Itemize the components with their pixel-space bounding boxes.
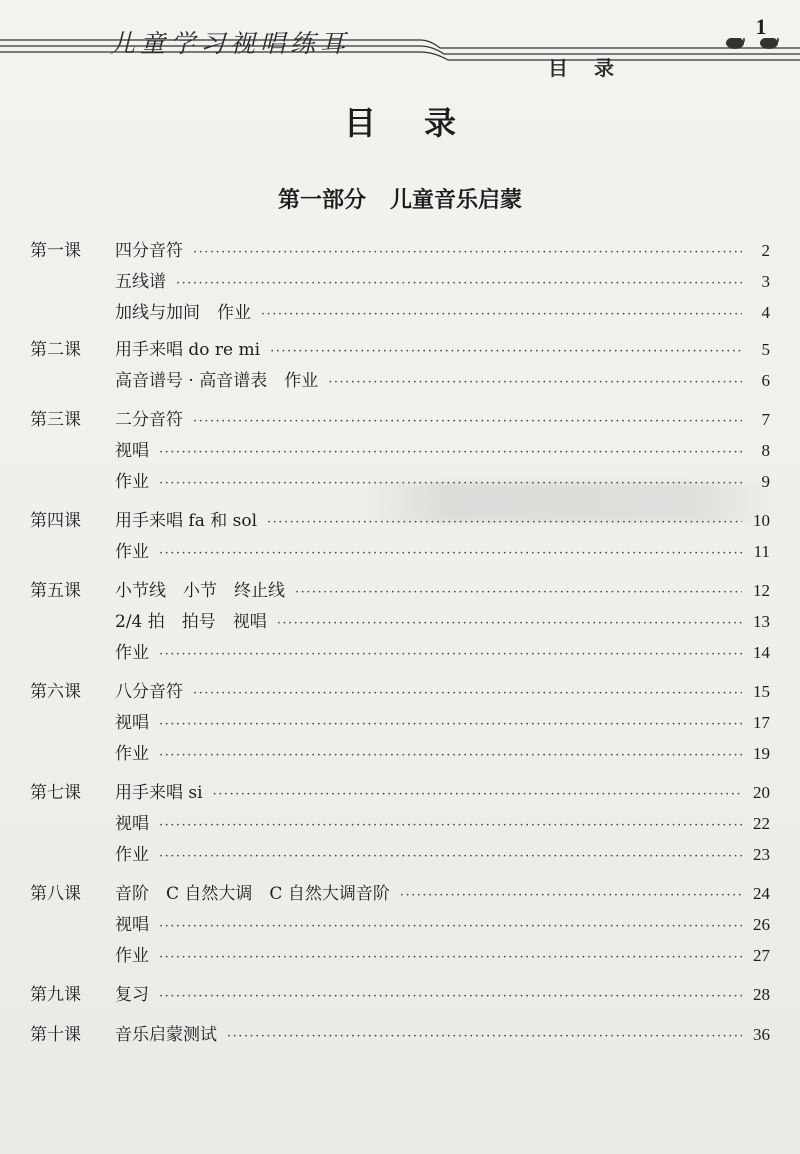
- toc-row: [0, 879, 800, 910]
- toc-row: [0, 677, 800, 708]
- dot-leader: [159, 748, 742, 763]
- dot-leader: [159, 647, 742, 662]
- toc-row: [0, 366, 800, 397]
- dot-leader: [267, 515, 742, 530]
- toc-row: [0, 840, 800, 871]
- entry-page-number: 23: [753, 845, 770, 864]
- toc-entry: [115, 607, 770, 632]
- entry-page-number: 24: [753, 884, 770, 903]
- entry-page-number: 27: [753, 946, 770, 965]
- toc-entry: [115, 910, 770, 935]
- entry-title: 作业: [115, 946, 149, 966]
- toc-row: [0, 1020, 800, 1051]
- dot-leader: [261, 307, 742, 322]
- toc-entry: [115, 809, 770, 834]
- page-title: 目录: [343, 104, 504, 142]
- entry-page-number: 8: [761, 441, 770, 460]
- entry-page-number: 15: [753, 682, 770, 701]
- dot-leader: [159, 476, 742, 491]
- entry-page-number: 28: [753, 985, 770, 1004]
- toc-row: [0, 708, 800, 739]
- entry-title: 2/4 拍 拍号 视唱: [115, 612, 267, 632]
- entry-title: 音阶 C 自然大调 C 自然大调音阶: [115, 884, 390, 904]
- entry-page-number: 36: [753, 1025, 770, 1044]
- toc-entry: [115, 537, 770, 562]
- dot-leader: [295, 585, 742, 600]
- toc-entry: [115, 840, 770, 865]
- entry-page-number: 6: [761, 371, 770, 390]
- dot-leader: [193, 414, 742, 429]
- toc-entry: [115, 267, 770, 292]
- dot-leader: [400, 888, 742, 903]
- toc-row: [0, 267, 800, 298]
- lesson-label: 第五课: [30, 581, 81, 601]
- entry-title: 四分音符: [115, 241, 183, 261]
- toc-entry: [115, 436, 770, 461]
- entry-title: 复习: [115, 985, 149, 1005]
- toc-entry: [115, 335, 770, 360]
- entry-title: 视唱: [115, 915, 149, 935]
- toc-row: [0, 436, 800, 467]
- toc-entry: [115, 1020, 770, 1045]
- entry-page-number: 13: [753, 612, 770, 631]
- entry-title: 作业: [115, 744, 149, 764]
- entry-page-number: 17: [753, 713, 770, 732]
- entry-title: 小节线 小节 终止线: [115, 581, 285, 601]
- toc-entry: [115, 677, 770, 702]
- lesson-label: 第一课: [30, 241, 81, 261]
- lesson-label: 第四课: [30, 511, 81, 531]
- part-title-prefix: 第一部分: [277, 188, 366, 213]
- toc-row: [0, 506, 800, 537]
- dot-leader: [328, 375, 742, 390]
- dot-leader: [159, 818, 742, 833]
- toc-lesson: [0, 236, 800, 329]
- toc-entry: [115, 576, 770, 601]
- toc-entry: [115, 941, 770, 966]
- toc-entry: [115, 879, 770, 904]
- toc-entry: [115, 638, 770, 663]
- entry-page-number: 10: [753, 511, 770, 530]
- toc-entry: [115, 236, 770, 261]
- entry-title: 用手来唱 fa 和 sol: [115, 511, 258, 531]
- entry-title: 作业: [115, 845, 149, 865]
- lesson-label: 第三课: [30, 410, 81, 430]
- running-book-title: 儿童学习视唱练耳: [110, 29, 351, 58]
- lesson-label: 第二课: [30, 340, 81, 360]
- toc-row: [0, 941, 800, 972]
- entry-page-number: 3: [761, 272, 770, 291]
- toc-row: [0, 335, 800, 366]
- toc-lesson: [0, 778, 800, 871]
- toc-row: [0, 980, 800, 1011]
- entry-title: 用手来唱 do re mi: [115, 340, 261, 360]
- toc-entry: [115, 506, 770, 531]
- entry-page-number: 22: [753, 814, 770, 833]
- dot-leader: [159, 717, 742, 732]
- toc-row: [0, 809, 800, 840]
- toc-lesson: [0, 879, 800, 972]
- lesson-label: 第八课: [30, 884, 81, 904]
- toc-lesson: [0, 576, 800, 669]
- toc-lesson: [0, 335, 800, 397]
- dot-leader: [193, 245, 742, 260]
- toc-lesson: [0, 506, 800, 568]
- toc-entry: [115, 980, 770, 1005]
- toc-row: [0, 405, 800, 436]
- dot-leader: [159, 445, 742, 460]
- toc-entry: [115, 366, 770, 391]
- entry-page-number: 4: [761, 303, 770, 322]
- toc-row: [0, 236, 800, 267]
- entry-title: 五线谱: [115, 272, 166, 292]
- toc-row: [0, 910, 800, 941]
- entry-title: 作业: [115, 542, 149, 562]
- lesson-label: 第九课: [30, 985, 81, 1005]
- entry-page-number: 2: [761, 241, 770, 260]
- dot-leader: [193, 686, 742, 701]
- dot-leader: [227, 1029, 742, 1044]
- lesson-label: 第六课: [30, 682, 81, 702]
- toc-entry: [115, 298, 770, 323]
- entry-title: 高音谱号 · 高音谱表 作业: [115, 371, 319, 391]
- toc-row: [0, 778, 800, 809]
- entry-page-number: 26: [753, 915, 770, 934]
- dot-leader: [159, 989, 742, 1004]
- toc-lesson: [0, 677, 800, 770]
- dot-leader: [159, 546, 742, 561]
- entry-title: 音乐启蒙测试: [115, 1025, 217, 1045]
- entry-title: 二分音符: [115, 410, 183, 430]
- entry-title: 用手来唱 si: [115, 783, 203, 803]
- running-section-title: 目录: [548, 56, 640, 80]
- entry-page-number: 19: [753, 744, 770, 763]
- entry-title: 作业: [115, 472, 149, 492]
- toc-row: [0, 537, 800, 568]
- toc-entry: [115, 405, 770, 430]
- entry-title: 作业: [115, 643, 149, 663]
- entry-page-number: 20: [753, 783, 770, 802]
- entry-page-number: 14: [753, 643, 770, 662]
- toc-row: [0, 739, 800, 770]
- dot-leader: [213, 787, 742, 802]
- toc-entry: [115, 708, 770, 733]
- toc-entry: [115, 739, 770, 764]
- toc-row: [0, 467, 800, 498]
- lesson-label: 第七课: [30, 783, 81, 803]
- toc-lesson: [0, 1020, 800, 1051]
- entry-page-number: 9: [761, 472, 770, 491]
- toc-entry: [115, 467, 770, 492]
- entry-title: 八分音符: [115, 682, 183, 702]
- dot-leader: [159, 849, 742, 864]
- dot-leader: [159, 919, 742, 934]
- entry-title: 加线与加间 作业: [115, 303, 251, 323]
- lesson-label: 第十课: [30, 1025, 81, 1045]
- toc-lesson: [0, 405, 800, 498]
- page-number: 1: [755, 14, 767, 39]
- toc-lesson: [0, 980, 800, 1011]
- toc-row: [0, 576, 800, 607]
- entry-page-number: 7: [761, 410, 770, 429]
- entry-title: 视唱: [115, 441, 149, 461]
- toc-row: [0, 298, 800, 329]
- toc-row: [0, 638, 800, 669]
- dot-leader: [159, 950, 742, 965]
- part-title-name: 儿童音乐启蒙: [390, 188, 523, 213]
- entry-title: 视唱: [115, 713, 149, 733]
- dot-leader: [270, 344, 742, 359]
- entry-page-number: 12: [753, 581, 770, 600]
- toc-entry: [115, 778, 770, 803]
- toc-row: [0, 607, 800, 638]
- dot-leader: [176, 276, 742, 291]
- entry-page-number: 5: [761, 340, 770, 359]
- entry-title: 视唱: [115, 814, 149, 834]
- entry-page-number: 11: [753, 542, 770, 561]
- dot-leader: [277, 616, 742, 631]
